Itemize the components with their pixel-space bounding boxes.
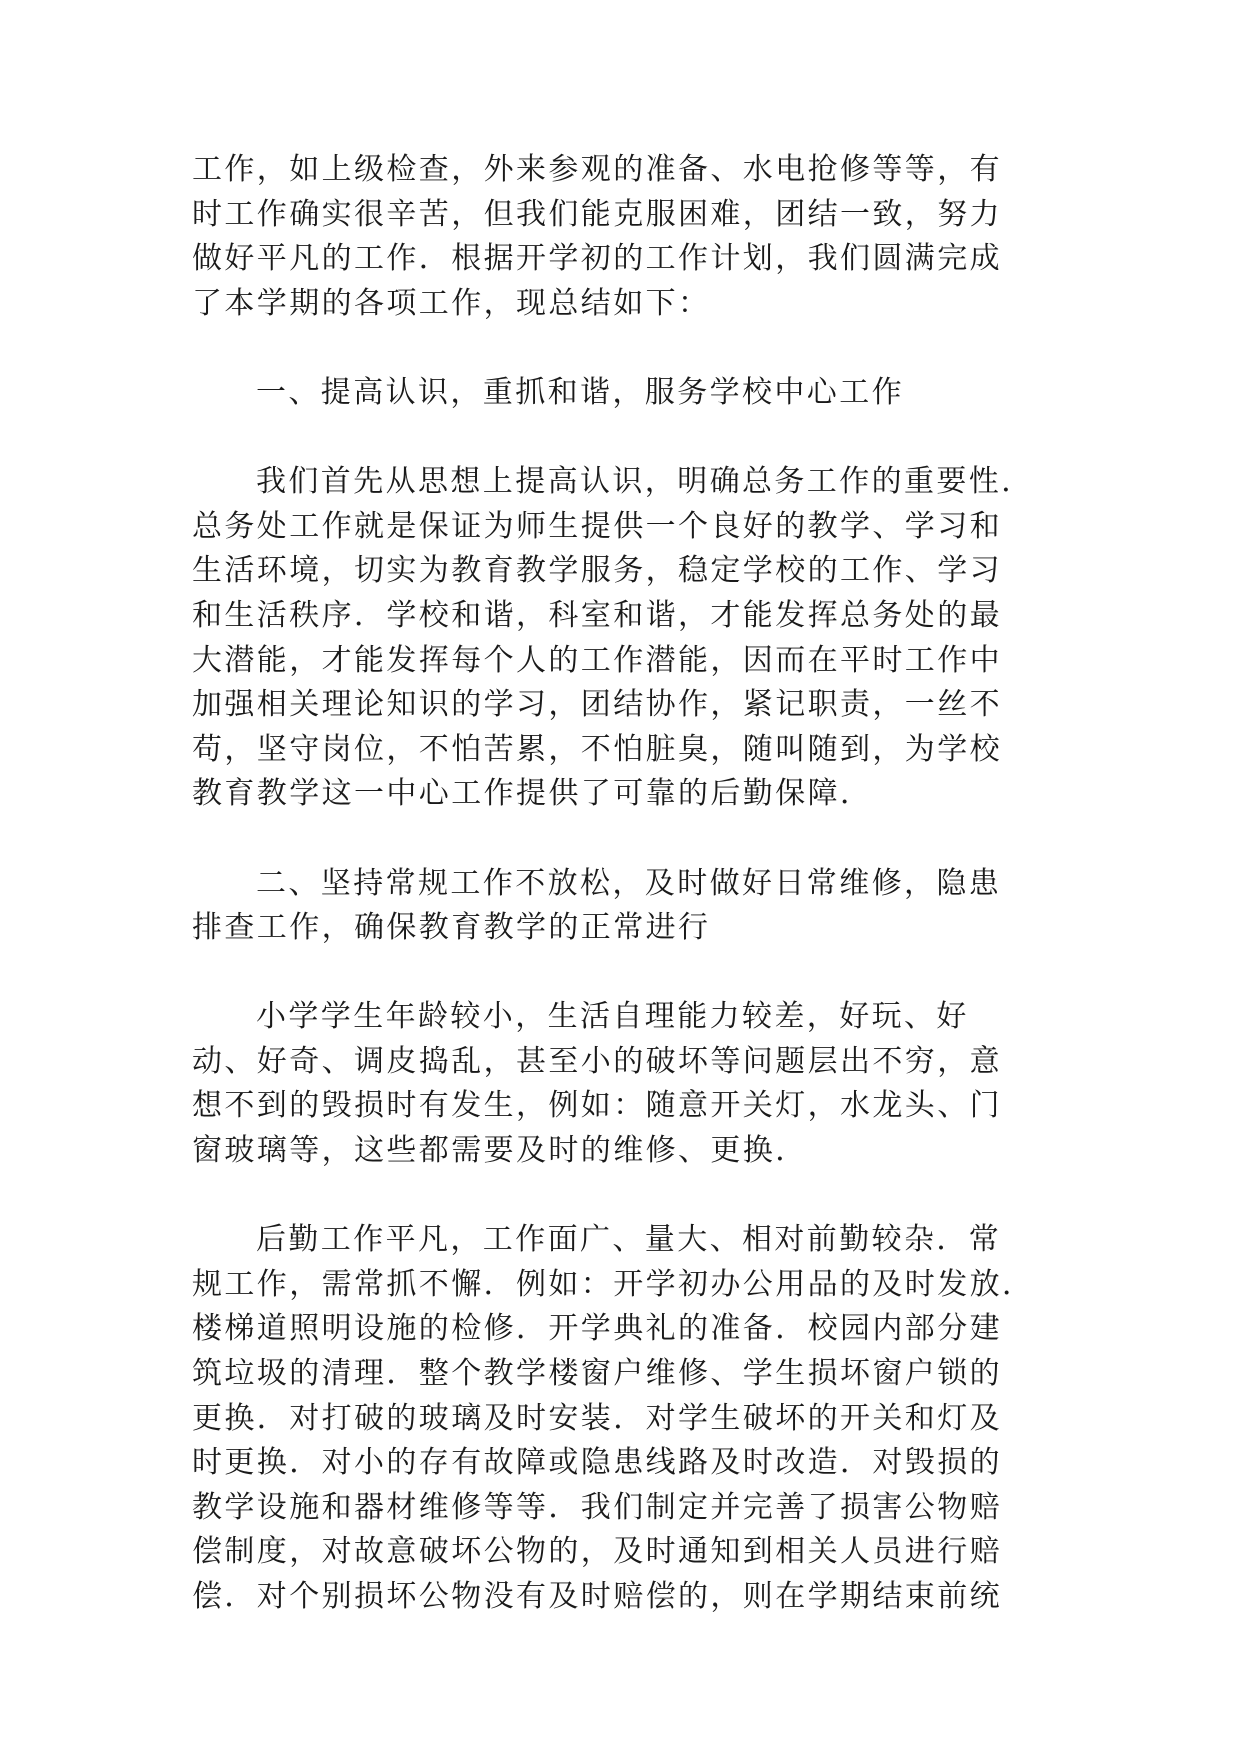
paragraph-spacer [192,416,1042,461]
text-line: 大潜能，才能发挥每个人的工作潜能，因而在平时工作中 [192,642,1002,678]
text-line: 规工作，需常抓不懈．例如：开学初办公用品的及时发放． [192,1266,1035,1302]
text-line: 做好平凡的工作．根据开学初的工作计划，我们圆满完成 [192,241,1002,277]
text-line: 教育教学这一中心工作提供了可靠的后勤保障． [192,776,873,812]
text-line: 和生活秩序．学校和谐，科室和谐，才能发挥总务处的最 [192,597,1002,633]
text-line: 想不到的毁损时有发生，例如：随意开关灯，水龙头、门 [192,1088,1002,1124]
text-line: 二、坚持常规工作不放松，及时做好日常维修，隐患 [256,865,1002,901]
text-line: 一、提高认识，重抓和谐，服务学校中心工作 [256,374,904,410]
text-line: 生活环境，切实为教育教学服务，稳定学校的工作、学习 [192,553,1002,589]
paragraph-spacer [192,951,1042,996]
text-line: 时更换．对小的存有故障或隐患线路及时改造．对毁损的 [192,1445,1002,1481]
text-line: 更换．对打破的玻璃及时安装．对学生破坏的开关和灯及 [192,1400,1002,1436]
text-line: 工作，如上级检查，外来参观的准备、水电抢修等等，有 [192,152,1002,187]
text-line: 排查工作，确保教育教学的正常进行 [192,910,711,946]
paragraph-spacer [192,1174,1042,1219]
text-line: 教学设施和器材维修等等．我们制定并完善了损害公物赔 [192,1489,1002,1525]
text-line: 苟，坚守岗位，不怕苦累，不怕脏臭，随叫随到，为学校 [192,731,1002,767]
paragraph [192,371,1042,416]
document-body [192,148,1042,1620]
text-line: 筑垃圾的清理．整个教学楼窗户维修、学生损坏窗户锁的 [192,1356,1002,1392]
text-line: 后勤工作平凡，工作面广、量大、相对前勤较杂．常 [256,1222,1002,1258]
text-line: 了本学期的各项工作，现总结如下： [192,285,711,321]
paragraph-spacer [192,817,1042,862]
text-line: 加强相关理论知识的学习，团结协作，紧记职责，一丝不 [192,687,1002,723]
paragraph [192,1218,1042,1619]
text-line: 动、好奇、调皮捣乱，甚至小的破坏等问题层出不穷，意 [192,1043,1002,1079]
text-line: 楼梯道照明设施的检修．开学典礼的准备．校园内部分建 [192,1311,1002,1347]
paragraph [192,148,1042,326]
text-line: 时工作确实很辛苦，但我们能克服困难，团结一致，努力 [192,196,1002,232]
text-line: 总务处工作就是保证为师生提供一个良好的教学、学习和 [192,508,1002,544]
text-line: 偿制度，对故意破坏公物的，及时通知到相关人员进行赔 [192,1534,1002,1570]
paragraph [192,460,1042,817]
text-line: 偿．对个别损坏公物没有及时赔偿的，则在学期结束前统 [192,1579,1002,1614]
paragraph [192,995,1042,1173]
text-line: 小学学生年龄较小，生活自理能力较差，好玩、好 [256,999,969,1035]
paragraph [192,862,1042,951]
text-line: 窗玻璃等，这些都需要及时的维修、更换． [192,1133,808,1169]
paragraph-spacer [192,326,1042,371]
text-line: 我们首先从思想上提高认识，明确总务工作的重要性． [256,464,1034,500]
